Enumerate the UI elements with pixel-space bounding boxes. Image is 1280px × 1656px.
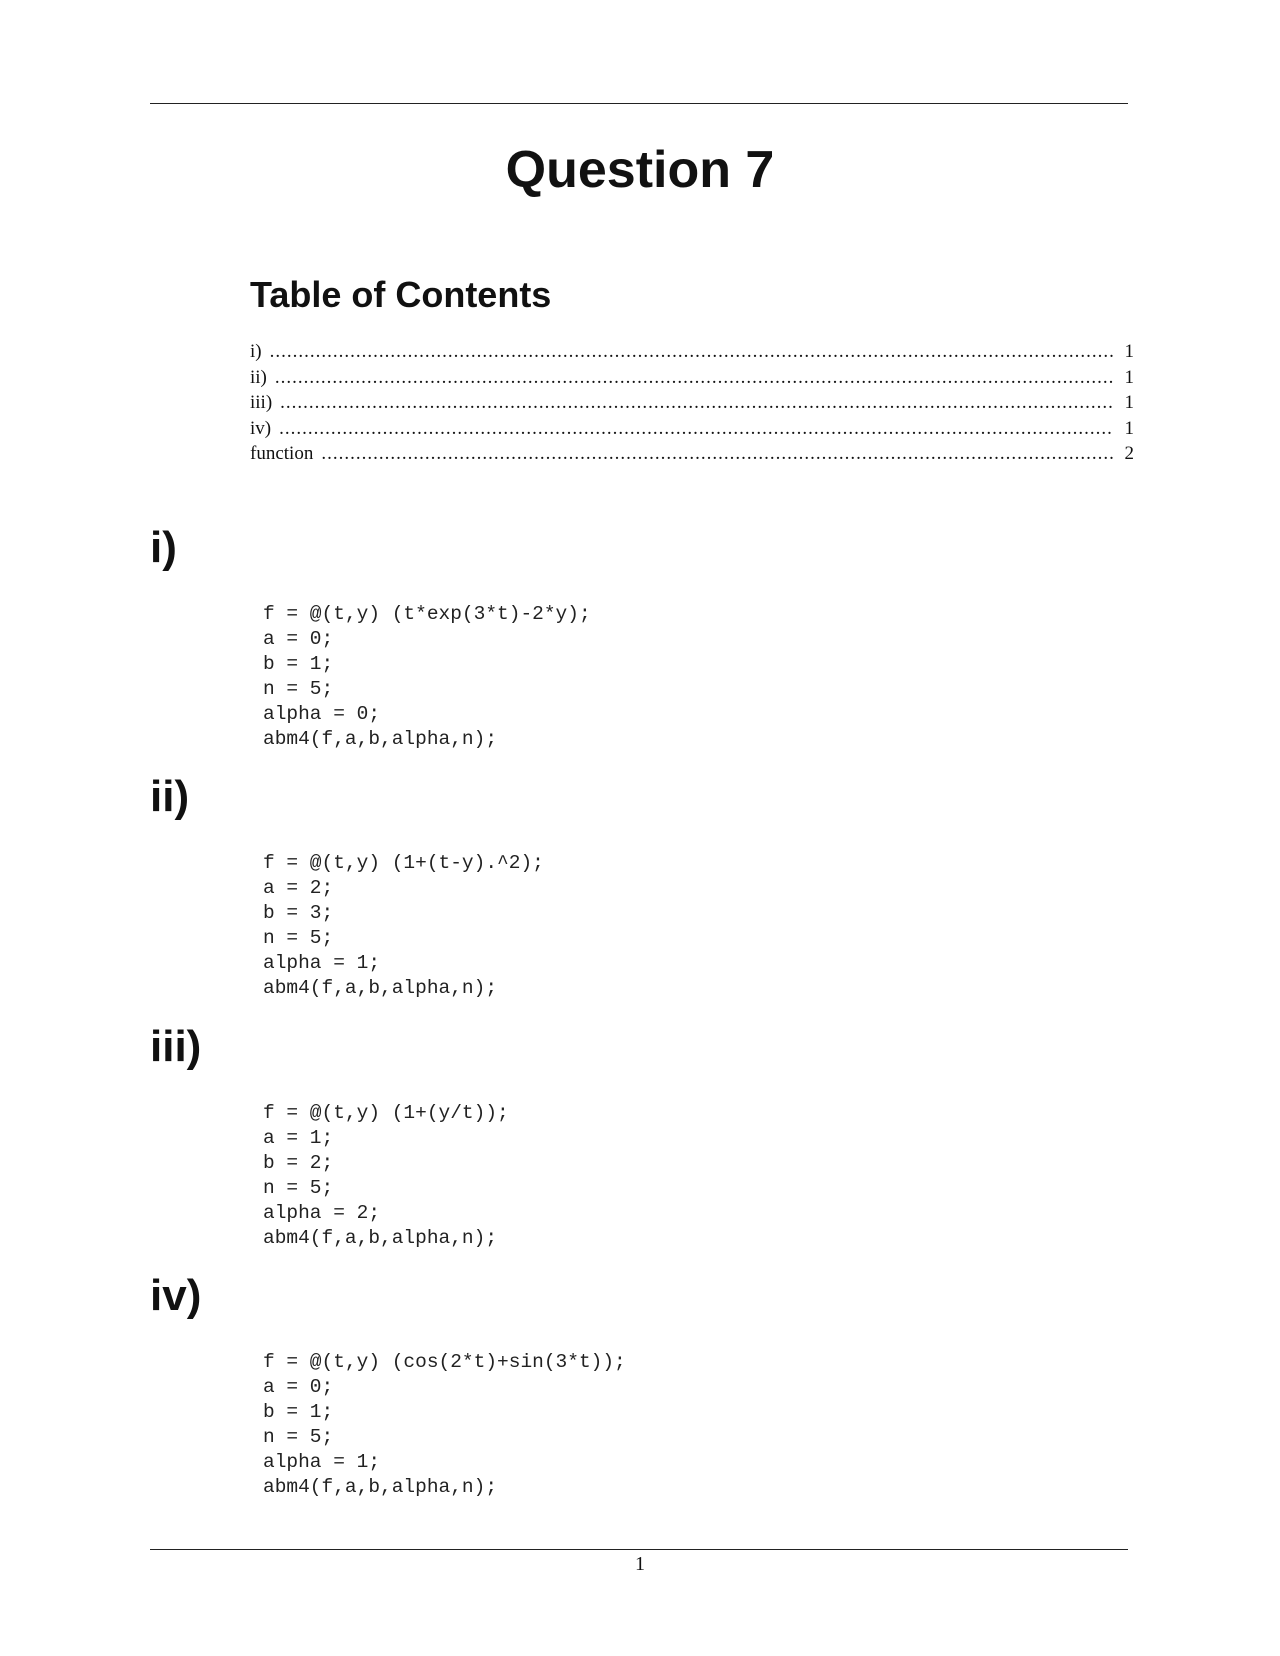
page-number: 1 <box>635 1553 645 1575</box>
code-block: f = @(t,y) (cos(2*t)+sin(3*t)); a = 0; b = 1; n = 5; alpha = 1; abm4(f,a,b,alpha,n); <box>263 1351 626 1498</box>
page-title: Question 7 <box>505 141 775 199</box>
code-block: f = @(t,y) (t*exp(3*t)-2*y); a = 0; b = 1; n = 5; alpha = 0; abm4(f,a,b,alpha,n); <box>263 603 591 750</box>
toc-entry[interactable] <box>250 441 1134 467</box>
code-block: f = @(t,y) (1+(y/t)); a = 1; b = 2; n = 5; alpha = 2; abm4(f,a,b,alpha,n); <box>263 1102 509 1249</box>
toc-leader-dots <box>280 390 1114 416</box>
code-block: f = @(t,y) (1+(t-y).^2); a = 2; b = 3; n = 5; alpha = 1; abm4(f,a,b,alpha,n); <box>263 852 544 999</box>
toc-entry[interactable] <box>250 416 1134 442</box>
toc-entry-label[interactable]: ii) <box>250 366 267 388</box>
toc-entry-page: 1 <box>1124 341 1134 362</box>
toc-entry[interactable] <box>250 365 1134 391</box>
toc-leader-dots <box>275 365 1114 391</box>
table-of-contents <box>250 339 1134 467</box>
toc-entry[interactable] <box>250 339 1134 365</box>
section-heading: i) <box>150 523 177 572</box>
toc-leader-dots <box>321 441 1114 467</box>
footer-rule <box>150 1549 1128 1550</box>
section-heading: ii) <box>150 772 190 821</box>
toc-entry-label[interactable]: i) <box>250 341 262 362</box>
section-heading: iv) <box>150 1271 202 1320</box>
toc-entry-page: 2 <box>1124 443 1134 464</box>
toc-entry[interactable] <box>250 390 1134 416</box>
toc-entry-label[interactable]: iv) <box>250 417 272 439</box>
toc-entry-page: 1 <box>1124 366 1134 388</box>
toc-entry-label[interactable]: function <box>250 443 314 464</box>
toc-leader-dots <box>279 416 1114 442</box>
section-heading: iii) <box>150 1022 202 1071</box>
toc-leader-dots <box>270 339 1114 365</box>
toc-heading: Table of Contents <box>250 274 552 315</box>
toc-entry-page: 1 <box>1124 417 1134 439</box>
header-rule <box>150 103 1128 104</box>
toc-entry-page: 1 <box>1124 392 1134 413</box>
toc-entry-label[interactable]: iii) <box>250 392 273 413</box>
